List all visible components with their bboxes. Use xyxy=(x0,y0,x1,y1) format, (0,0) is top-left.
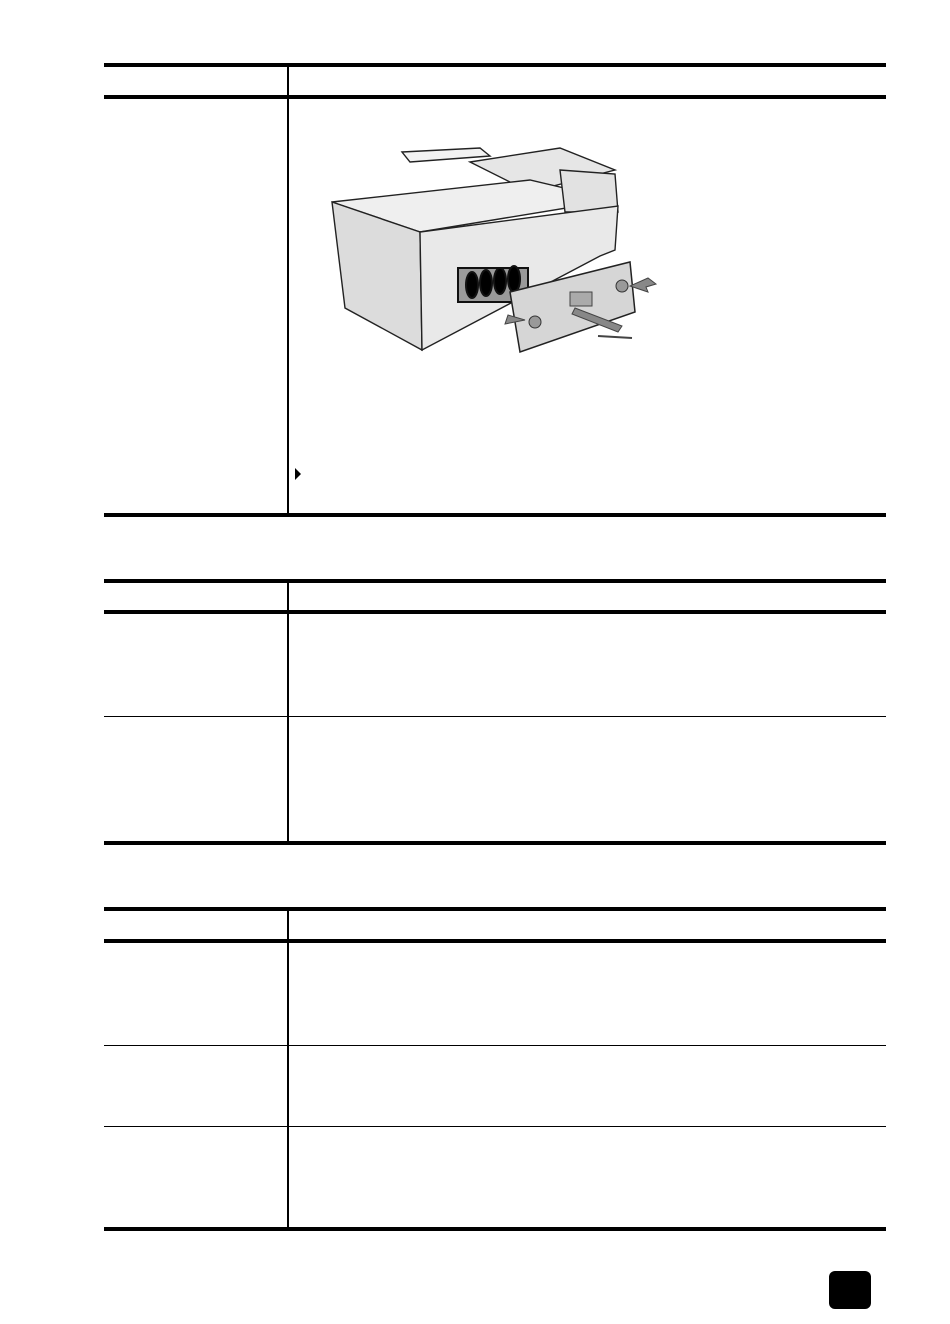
table3-header-rule xyxy=(104,939,886,943)
printer-illustration xyxy=(330,140,660,360)
table2-row-separator xyxy=(104,716,886,717)
table3-row-separator-1 xyxy=(104,1045,886,1046)
table3-row-separator-2 xyxy=(104,1126,886,1127)
table2-header-rule xyxy=(104,610,886,614)
table1-top-rule xyxy=(104,63,886,67)
table3-top-rule xyxy=(104,907,886,911)
table2-top-rule xyxy=(104,579,886,583)
table3-bottom-rule xyxy=(104,1227,886,1231)
table3-column-divider xyxy=(287,911,289,1229)
table1-bottom-rule xyxy=(104,513,886,517)
table2-bottom-rule xyxy=(104,841,886,845)
table1-column-divider xyxy=(287,67,289,516)
page-number-badge xyxy=(829,1271,871,1309)
table1-header-rule xyxy=(104,95,886,99)
triangle-right-bullet-icon xyxy=(295,468,301,480)
table2-column-divider xyxy=(287,583,289,843)
